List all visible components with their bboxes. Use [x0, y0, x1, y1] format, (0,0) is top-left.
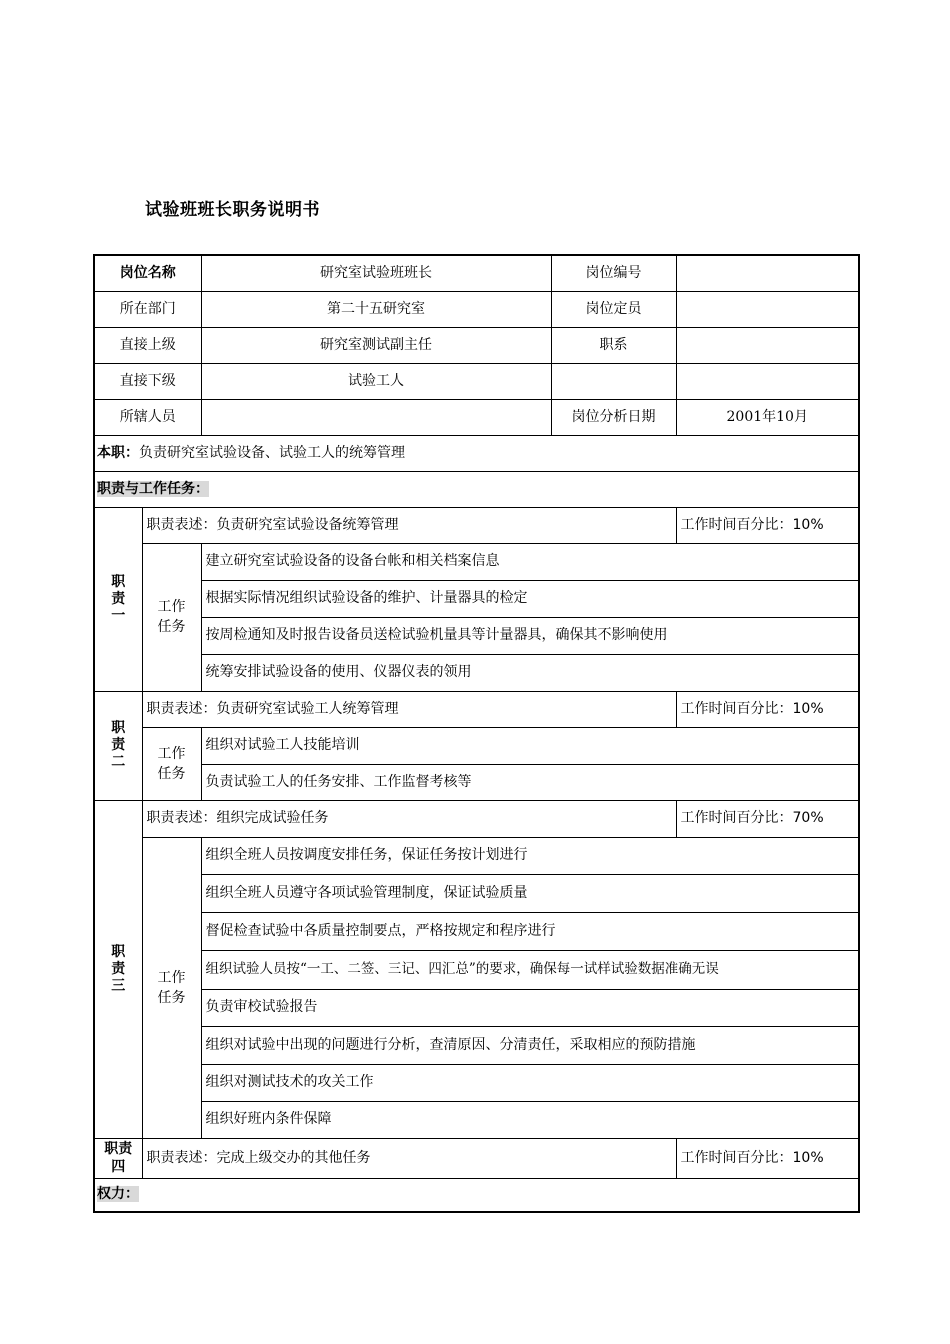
duty-4-label-text: 职责四 [104, 1141, 133, 1175]
superior-value: 研究室测试副主任 [201, 327, 551, 363]
task-row [94, 1064, 859, 1101]
work-task-label [142, 727, 201, 800]
task-row [94, 654, 859, 691]
task-item: 组织全班人员按调度安排任务，保证任务按计划进行 [201, 837, 859, 874]
task-row [94, 989, 859, 1026]
staff-value [201, 399, 551, 435]
duty-label: 本职： [97, 444, 139, 461]
task-item: 组织对测试技术的攻关工作 [201, 1064, 859, 1101]
job-family-value [676, 327, 859, 363]
duty-text: 负责研究室试验设备、试验工人的统筹管理 [139, 444, 405, 461]
position-name-value: 研究室试验班班长 [201, 255, 551, 291]
duty-3-percent: 工作时间百分比：70% [676, 800, 859, 837]
tasks-header: 职责与工作任务： [97, 480, 209, 497]
position-name-label: 岗位名称 [94, 255, 201, 291]
duty-2-label [94, 691, 142, 800]
task-row [94, 874, 859, 912]
info-row [94, 291, 859, 327]
duty-statement-row [94, 691, 859, 727]
duty-1-label [94, 507, 142, 691]
staff-label: 所辖人员 [94, 399, 201, 435]
task-row [94, 727, 859, 764]
duty-statement-row [94, 1138, 859, 1178]
task-item: 组织对试验中出现的问题进行分析，查清原因、分清责任，采取相应的预防措施 [201, 1026, 859, 1064]
headcount-value [676, 291, 859, 327]
info-row [94, 363, 859, 399]
duty-3-label-text: 职责三 [111, 943, 126, 994]
task-row [94, 912, 859, 950]
task-item: 督促检查试验中各质量控制要点，严格按规定和程序进行 [201, 912, 859, 950]
task-row [94, 1026, 859, 1064]
duty-row [94, 435, 859, 471]
duty-statement-row [94, 800, 859, 837]
blank-label [551, 363, 676, 399]
work-task-label-text: 工作任务 [157, 969, 186, 1006]
headcount-label: 岗位定员 [551, 291, 676, 327]
subordinate-value: 试验工人 [201, 363, 551, 399]
task-item: 按周检通知及时报告设备员送检试验机量具等计量器具，确保其不影响使用 [201, 617, 859, 654]
task-item: 组织全班人员遵守各项试验管理制度，保证试验质量 [201, 874, 859, 912]
power-row [94, 1178, 859, 1212]
duty-4-label [94, 1138, 142, 1178]
info-row [94, 327, 859, 363]
position-code-value [676, 255, 859, 291]
task-item: 建立研究室试验设备的设备台帐和相关档案信息 [201, 543, 859, 580]
task-item: 负责审校试验报告 [201, 989, 859, 1026]
task-item: 统筹安排试验设备的使用、仪器仪表的领用 [201, 654, 859, 691]
work-task-label-text: 工作任务 [157, 745, 186, 782]
blank-value [676, 363, 859, 399]
task-row [94, 1101, 859, 1138]
tasks-header-row [94, 471, 859, 507]
position-code-label: 岗位编号 [551, 255, 676, 291]
analysis-date-label: 岗位分析日期 [551, 399, 676, 435]
work-task-label [142, 837, 201, 1138]
job-family-label: 职系 [551, 327, 676, 363]
duty-statement-row [94, 507, 859, 543]
work-task-label-text: 工作任务 [157, 599, 186, 635]
superior-label: 直接上级 [94, 327, 201, 363]
page-title: 试验班班长职务说明书 [145, 200, 320, 220]
duty-1-percent: 工作时间百分比：10% [676, 507, 859, 543]
task-row [94, 543, 859, 580]
task-item: 组织对试验工人技能培训 [201, 727, 859, 764]
duty-2-label-text: 职责二 [111, 720, 126, 770]
task-item: 组织试验人员按“一工、二签、三记、四汇总”的要求，确保每一试样试验数据准确无误 [201, 950, 859, 989]
task-item: 根据实际情况组织试验设备的维护、计量器具的检定 [201, 580, 859, 617]
duty-3-statement: 职责表述：组织完成试验任务 [142, 800, 676, 837]
duty-3-label [94, 800, 142, 1138]
task-item: 负责试验工人的任务安排、工作监督考核等 [201, 764, 859, 800]
task-row [94, 837, 859, 874]
duty-1-statement: 职责表述：负责研究室试验设备统筹管理 [142, 507, 676, 543]
duty-4-percent: 工作时间百分比：10% [676, 1138, 859, 1178]
department-value: 第二十五研究室 [201, 291, 551, 327]
task-row [94, 617, 859, 654]
duty-1-label-text: 职责一 [111, 573, 126, 624]
department-label: 所在部门 [94, 291, 201, 327]
job-description-table [93, 254, 860, 1213]
work-task-label [142, 543, 201, 691]
subordinate-label: 直接下级 [94, 363, 201, 399]
power-label: 权力： [97, 1186, 139, 1203]
task-row [94, 950, 859, 989]
info-row [94, 255, 859, 291]
analysis-date-value: 2001年10月 [676, 399, 859, 435]
task-item: 组织好班内条件保障 [201, 1101, 859, 1138]
duty-2-statement: 职责表述：负责研究室试验工人统筹管理 [142, 691, 676, 727]
info-row [94, 399, 859, 435]
task-row [94, 580, 859, 617]
duty-4-statement: 职责表述：完成上级交办的其他任务 [142, 1138, 676, 1178]
duty-2-percent: 工作时间百分比：10% [676, 691, 859, 727]
task-row [94, 764, 859, 800]
